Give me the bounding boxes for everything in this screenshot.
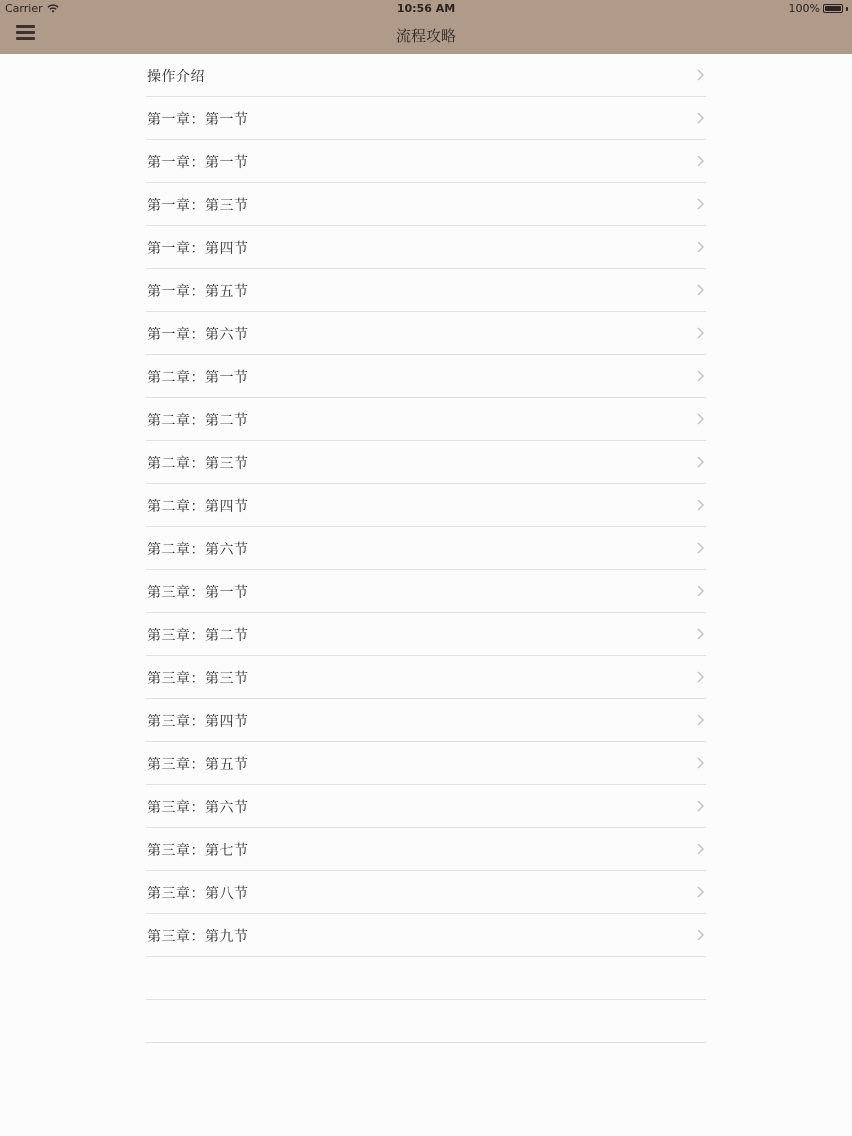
list-item-label: 第三章：第三节 bbox=[147, 671, 249, 687]
list-item-label: 第三章：第五节 bbox=[147, 757, 249, 773]
chevron-right-icon bbox=[697, 843, 704, 855]
chevron-right-icon bbox=[697, 198, 704, 210]
chevron-right-icon bbox=[697, 241, 704, 253]
battery-indicator bbox=[789, 2, 848, 15]
chevron-right-icon bbox=[697, 585, 704, 597]
list-item-label: 第二章：第二节 bbox=[147, 413, 249, 429]
list-item-label: 第一章：第六节 bbox=[147, 327, 249, 343]
list-item-label: 第一章：第一节 bbox=[147, 155, 249, 171]
chevron-right-icon bbox=[697, 499, 704, 511]
list-item-label: 第二章：第三节 bbox=[147, 456, 249, 472]
list-item[interactable] bbox=[146, 785, 706, 828]
empty-list-row bbox=[146, 1000, 706, 1043]
chevron-right-icon bbox=[697, 413, 704, 425]
chevron-right-icon bbox=[697, 542, 704, 554]
chevron-right-icon bbox=[697, 69, 704, 81]
list-item[interactable] bbox=[146, 226, 706, 269]
list-item[interactable] bbox=[146, 355, 706, 398]
chevron-right-icon bbox=[697, 929, 704, 941]
list-item-label: 第三章：第二节 bbox=[147, 628, 249, 644]
chevron-right-icon bbox=[697, 800, 704, 812]
list-item[interactable] bbox=[146, 656, 706, 699]
list-item[interactable] bbox=[146, 699, 706, 742]
list-item-label: 操作介绍 bbox=[147, 69, 205, 85]
list-item-label: 第一章：第五节 bbox=[147, 284, 249, 300]
list-item[interactable] bbox=[146, 269, 706, 312]
list-item-label: 第二章：第一节 bbox=[147, 370, 249, 386]
chevron-right-icon bbox=[697, 370, 704, 382]
list-item[interactable] bbox=[146, 613, 706, 656]
chevron-right-icon bbox=[697, 886, 704, 898]
carrier-label: Carrier bbox=[5, 2, 43, 15]
navigation-bar bbox=[0, 0, 852, 54]
list-item[interactable] bbox=[146, 398, 706, 441]
list-item-label: 第三章：第六节 bbox=[147, 800, 249, 816]
list-item[interactable] bbox=[146, 441, 706, 484]
list-item-label: 第二章：第六节 bbox=[147, 542, 249, 558]
battery-tip bbox=[846, 7, 848, 11]
list-item[interactable] bbox=[146, 54, 706, 97]
chevron-right-icon bbox=[697, 671, 704, 683]
chevron-right-icon bbox=[697, 757, 704, 769]
list-item[interactable] bbox=[146, 871, 706, 914]
list-item[interactable] bbox=[146, 570, 706, 613]
chevron-right-icon bbox=[697, 714, 704, 726]
page-title: 流程攻略 bbox=[395, 27, 456, 45]
chevron-right-icon bbox=[697, 284, 704, 296]
list-item-label: 第三章：第七节 bbox=[147, 843, 249, 859]
list-item[interactable] bbox=[146, 312, 706, 355]
list-item[interactable] bbox=[146, 484, 706, 527]
list-item[interactable] bbox=[146, 742, 706, 785]
list-item-label: 第三章：第九节 bbox=[147, 929, 249, 945]
battery-percent: 100% bbox=[788, 2, 820, 15]
list-item-label: 第一章：第四节 bbox=[147, 241, 249, 257]
chevron-right-icon bbox=[697, 456, 704, 468]
list-item-label: 第三章：第一节 bbox=[147, 585, 249, 601]
list-item[interactable] bbox=[146, 527, 706, 570]
list-item-label: 第一章：第一节 bbox=[147, 112, 249, 128]
chapter-list bbox=[146, 54, 706, 1043]
status-bar bbox=[0, 0, 852, 17]
status-time: 10:56 AM bbox=[396, 2, 456, 15]
battery-icon bbox=[823, 4, 843, 13]
list-item[interactable] bbox=[146, 828, 706, 871]
list-item-label: 第一章：第三节 bbox=[147, 198, 249, 214]
list-item[interactable] bbox=[146, 97, 706, 140]
list-item-label: 第二章：第四节 bbox=[147, 499, 249, 515]
chevron-right-icon bbox=[697, 327, 704, 339]
list-item-label: 第三章：第四节 bbox=[147, 714, 249, 730]
chevron-right-icon bbox=[697, 155, 704, 167]
list-item[interactable] bbox=[146, 914, 706, 957]
list-item[interactable] bbox=[146, 183, 706, 226]
chevron-right-icon bbox=[697, 112, 704, 124]
chevron-right-icon bbox=[697, 628, 704, 640]
list-item[interactable] bbox=[146, 140, 706, 183]
empty-list-row bbox=[146, 957, 706, 1000]
list-item-label: 第三章：第八节 bbox=[147, 886, 249, 902]
